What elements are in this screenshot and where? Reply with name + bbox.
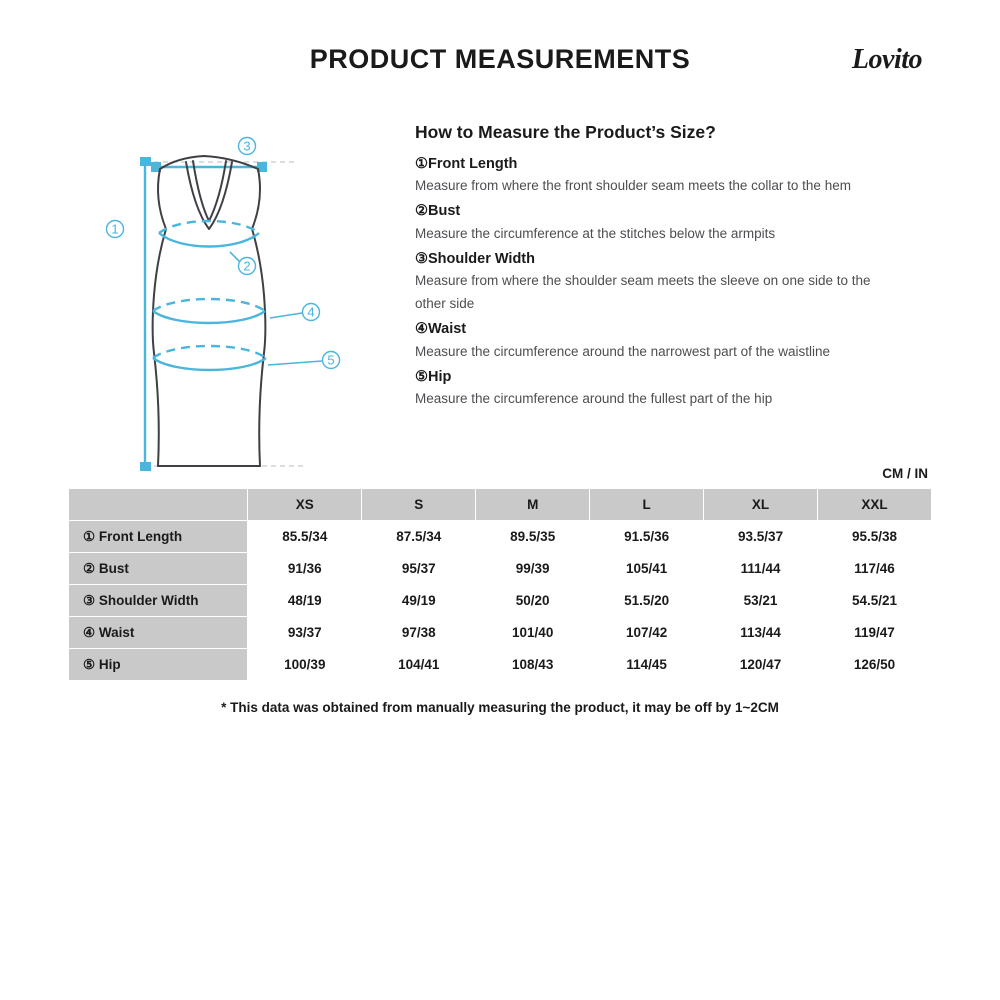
table-cell: 104/41	[362, 649, 475, 680]
svg-text:4: 4	[307, 304, 315, 320]
table-cell: 87.5/34	[362, 521, 475, 552]
brand-logo: Lovito	[851, 44, 922, 75]
measure-item-title-front-length: ①Front Length	[415, 156, 518, 172]
table-cell: 91/36	[248, 553, 361, 584]
table-cell: 114/45	[590, 649, 703, 680]
how-to-measure-section	[415, 122, 915, 411]
table-cell: 101/40	[476, 617, 589, 648]
measure-item-desc-front-length: Measure from where the front shoulder seam meets the collar to the hem	[415, 178, 851, 194]
table-row-label-bust: ② Bust	[69, 553, 247, 584]
table-row	[69, 617, 931, 648]
table-cell: 97/38	[362, 617, 475, 648]
table-row-label-front-length: ① Front Length	[69, 521, 247, 552]
page-title: PRODUCT MEASUREMENTS	[309, 44, 691, 74]
table-cell: 53/21	[704, 585, 817, 616]
measure-item-title-hip: ⑤Hip	[415, 368, 452, 385]
svg-text:2: 2	[243, 258, 251, 274]
hip-guide	[153, 346, 266, 370]
table-cell: 99/39	[476, 553, 589, 584]
table-cell: 126/50	[818, 649, 931, 680]
table-cell: 108/43	[476, 649, 589, 680]
table-cell: 100/39	[248, 649, 361, 680]
table-cell: 93/37	[248, 617, 361, 648]
table-col-header-xxl: XXL	[818, 489, 931, 520]
table-cell: 105/41	[590, 553, 703, 584]
table-cell: 93.5/37	[704, 521, 817, 552]
table-corner-cell	[69, 489, 247, 520]
measure-item-desc-shoulder-width: Measure from where the shoulder seam meets the sleeve on one side to the other side	[415, 273, 871, 312]
table-cell: 95.5/38	[818, 521, 931, 552]
table-row	[69, 553, 931, 584]
how-to-measure-heading: How to Measure the Product’s Size?	[415, 122, 716, 142]
measure-item-title-shoulder-width: ③Shoulder Width	[415, 250, 535, 267]
table-col-header-xl: XL	[704, 489, 817, 520]
table-row-label-hip: ⑤ Hip	[69, 649, 247, 680]
bust-guide	[159, 221, 259, 247]
table-cell: 91.5/36	[590, 521, 703, 552]
table-row	[69, 585, 931, 616]
table-cell: 107/42	[590, 617, 703, 648]
table-cell: 85.5/34	[248, 521, 361, 552]
table-header-row	[69, 489, 931, 520]
svg-text:1: 1	[111, 221, 119, 237]
table-cell: 50/20	[476, 585, 589, 616]
garment-diagram	[100, 125, 400, 475]
measure-item-title-waist: ④Waist	[415, 321, 467, 338]
size-chart-table	[68, 488, 932, 681]
table-cell: 119/47	[818, 617, 931, 648]
table-row	[69, 521, 931, 552]
table-cell: 89.5/35	[476, 521, 589, 552]
table-cell: 48/19	[248, 585, 361, 616]
table-col-header-m: M	[476, 489, 589, 520]
table-cell: 54.5/21	[818, 585, 931, 616]
table-cell: 49/19	[362, 585, 475, 616]
table-cell: 95/37	[362, 553, 475, 584]
table-cell: 117/46	[818, 553, 931, 584]
measure-item-title-bust: ②Bust	[415, 203, 461, 220]
table-col-header-s: S	[362, 489, 475, 520]
waist-guide	[153, 299, 265, 323]
table-row-label-waist: ④ Waist	[69, 617, 247, 648]
svg-text:3: 3	[243, 138, 251, 154]
svg-text:5: 5	[327, 352, 335, 368]
unit-note: CM / IN	[882, 466, 928, 481]
measure-item-desc-hip: Measure the circumference around the fullest part of the hip	[415, 391, 773, 407]
measure-item-desc-bust: Measure the circumference at the stitches below the armpits	[415, 225, 776, 241]
table-row-label-shoulder-width: ③ Shoulder Width	[69, 585, 247, 616]
table-cell: 113/44	[704, 617, 817, 648]
table-row	[69, 649, 931, 680]
footnote: * This data was obtained from manually measuring the product, it may be off by 1~2CM	[221, 700, 779, 715]
table-cell: 111/44	[704, 553, 817, 584]
table-cell: 51.5/20	[590, 585, 703, 616]
table-cell: 120/47	[704, 649, 817, 680]
table-col-header-xs: XS	[248, 489, 361, 520]
table-col-header-l: L	[590, 489, 703, 520]
measure-item-desc-waist: Measure the circumference around the narrowest part of the waistline	[415, 343, 830, 359]
